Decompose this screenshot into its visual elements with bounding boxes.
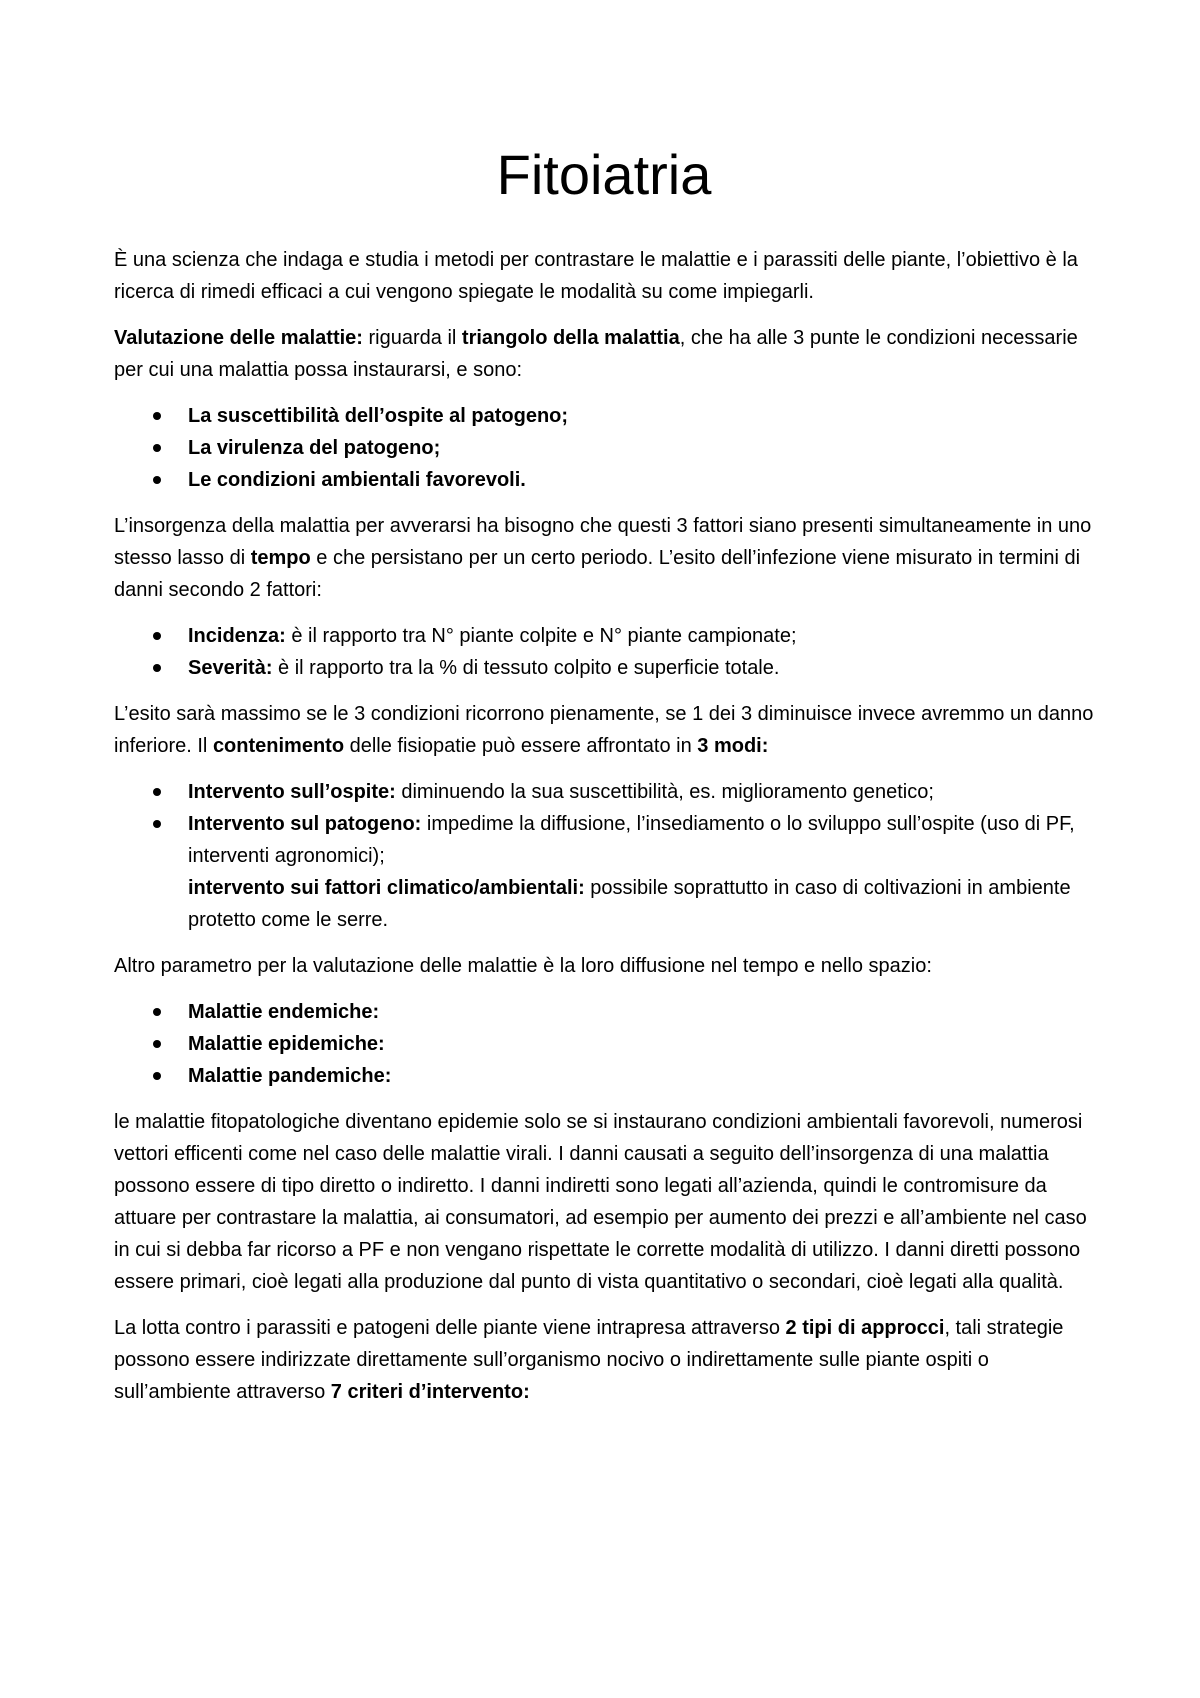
diffusion-paragraph: Altro parametro per la valutazione delle malattie è la loro diffusione nel tempo e nello spazio: (114, 955, 932, 977)
containment-paragraph: L’esito sarà massimo se le 3 condizioni ricorrono pienamente, se 1 dei 3 diminuisce invece avremmo un danno inferiore. Il contenimento delle fisiopatie può essere affrontato in 3 modi: (114, 703, 1094, 757)
bold-term: Valutazione delle malattie: (114, 327, 363, 349)
list-item: Incidenza: è il rapporto tra N° piante colpite e N° piante campionate; (114, 620, 1094, 652)
page-title: Fitoiatria (496, 143, 712, 206)
list-item: La suscettibilità dell’ospite al patogeno; (114, 400, 1094, 432)
interventions-list (114, 776, 1094, 936)
damage-factors-list (114, 620, 1094, 684)
bold-term: 7 criteri d’intervento (330, 1381, 524, 1403)
bold-term: tempo (250, 547, 311, 569)
list-item: Le condizioni ambientali favorevoli. (114, 464, 1094, 496)
triangle-paragraph: Valutazione delle malattie: riguarda il triangolo della malattia, che ha alle 3 punte le condizioni necessarie per cui una malattia possa instaurarsi, e sono: (114, 327, 1078, 381)
onset-paragraph: L’insorgenza della malattia per avverarsi ha bisogno che questi 3 fattori siano presenti simultaneamente in uno stesso lasso di tempo e che persistano per un certo periodo. L’esito dell’infezione viene misurato in termini di danni secondo 2 fattori: (114, 515, 1092, 601)
bold-term: triangolo della malattia (461, 327, 680, 349)
bold-term: 2 tipi di approcci (785, 1317, 945, 1339)
damages-paragraph: le malattie fitopatologiche diventano epidemie solo se si instaurano condizioni ambientali favorevoli, numerosi vettori efficenti come nel caso delle malattie virali. I danni causati a seguito dell’insorgenza di una malattia possono essere di tipo diretto o indiretto. I danni indiretti sono legati all’azienda, quindi le contromisure da attuare per contrastare la malattia, ai consumatori, ad esempio per aumento dei prezzi e all’ambiente nel caso in cui si debba far ricorso a PF e non vengano rispettate le corrette modalità di utilizzo. I danni diretti possono essere primari, cioè legati alla produzione dal punto di vista quantitativo o secondari, cioè legati alla qualità. (114, 1111, 1087, 1293)
list-item: Severità: è il rapporto tra la % di tessuto colpito e superficie totale. (114, 652, 1094, 684)
list-item: Intervento sul patogeno: impedime la diffusione, l’insediamento o lo sviluppo sull’ospite (uso di PF, interventi agronomici); (114, 808, 1094, 872)
bold-term: 3 modi: (697, 735, 769, 757)
document-page (114, 140, 1094, 1422)
list-item: Malattie epidemiche: (114, 1028, 1094, 1060)
disease-types-list (114, 996, 1094, 1092)
bold-term: contenimento (212, 735, 345, 757)
list-item: intervento sui fattori climatico/ambientali: possibile soprattutto in caso di coltivazioni in ambiente protetto come le serre. (188, 877, 1071, 931)
list-item: Malattie pandemiche: (114, 1060, 1094, 1092)
list-item: Malattie endemiche: (114, 996, 1094, 1028)
conditions-list (114, 400, 1094, 496)
list-item: La virulenza del patogeno; (114, 432, 1094, 464)
approaches-paragraph: La lotta contro i parassiti e patogeni delle piante viene intrapresa attraverso 2 tipi di approcci, tali strategie possono essere indirizzate direttamente sull’organismo nocivo o indirettamente sulle piante ospiti o sull’ambiente attraverso 7 criteri d’intervento: (114, 1317, 1064, 1403)
intro-paragraph: È una scienza che indaga e studia i metodi per contrastare le malattie e i parassiti delle piante, l’obiettivo è la ricerca di rimedi efficaci a cui vengono spiegate le modalità su come impiegarli. (114, 249, 1078, 303)
list-item: Intervento sull’ospite: diminuendo la sua suscettibilità, es. miglioramento genetico; (114, 776, 1094, 808)
